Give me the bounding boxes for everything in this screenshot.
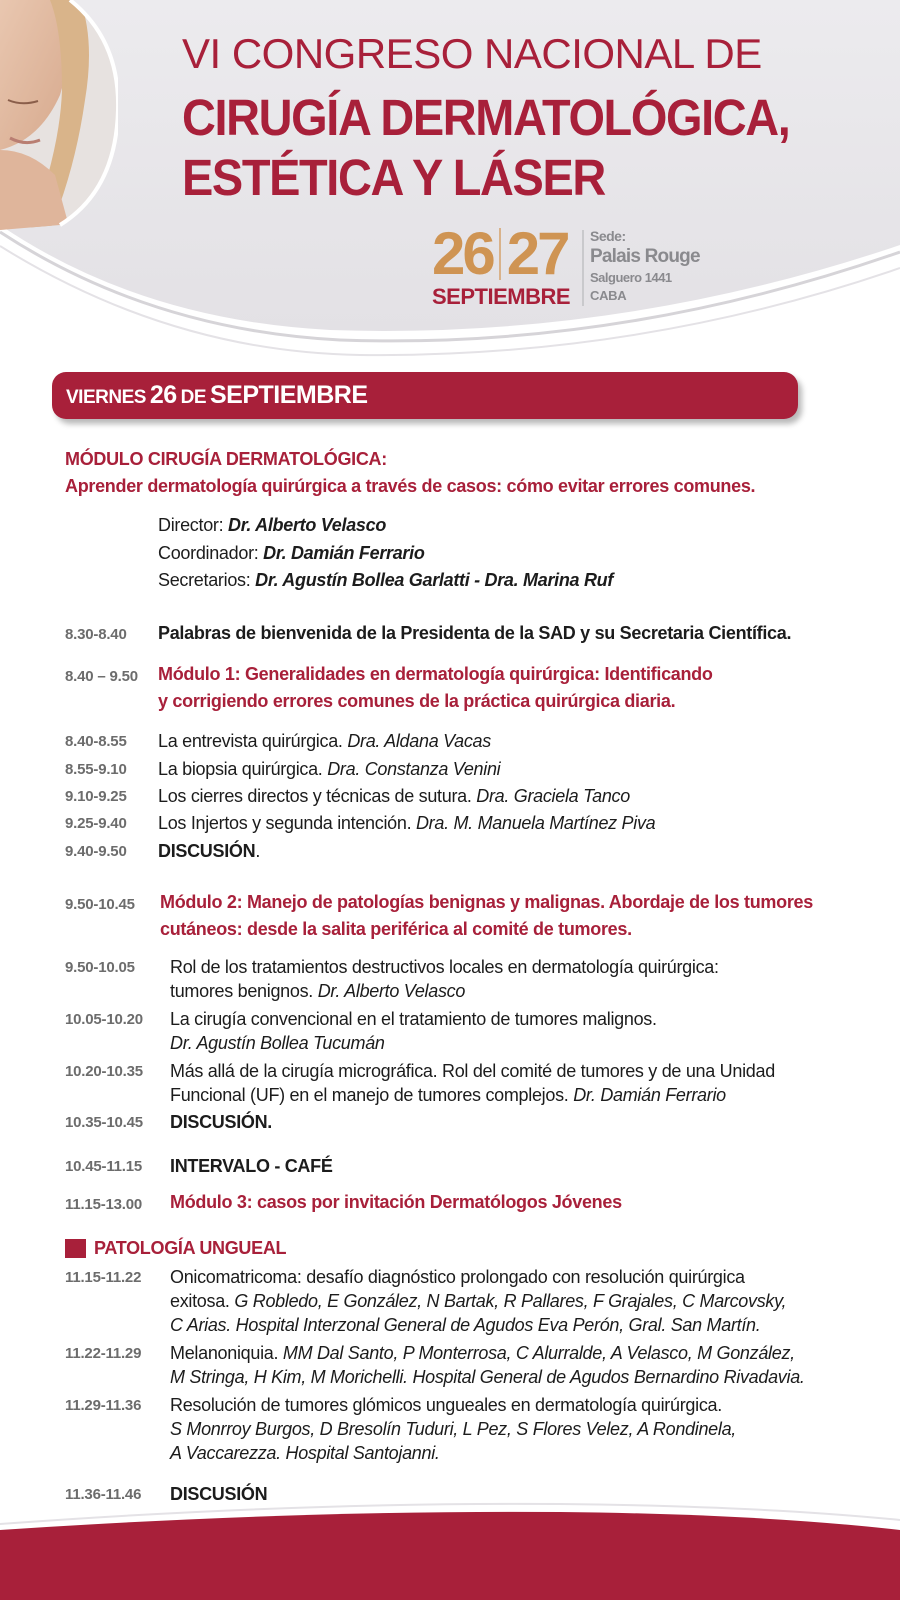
secretaries-names: Dr. Agustín Bollea Garlatti - Dra. Marina Ruf xyxy=(255,570,614,590)
title-line-1: VI CONGRESO NACIONAL DE xyxy=(182,30,762,77)
welcome-text: Palabras de bienvenida de la Presidenta de la SAD y su Secretaria Científica. xyxy=(158,623,792,643)
talk-title: Los Injertos y segunda intención. xyxy=(158,813,412,833)
case-time: 11.22-11.29 xyxy=(65,1345,142,1362)
case-line3 xyxy=(170,1441,440,1465)
talk-speaker: Dra. Aldana Vacas xyxy=(347,731,491,751)
talk-item xyxy=(158,784,630,808)
discussion-label: DISCUSIÓN. xyxy=(170,1112,273,1132)
talk-speaker: Dr. Alberto Velasco xyxy=(317,981,466,1001)
talk-speaker: Dra. Constanza Venini xyxy=(327,759,501,779)
coordinator-label: Coordinador: xyxy=(158,543,259,563)
break-label: INTERVALO - CAFÉ xyxy=(170,1156,333,1176)
day-end: 27 xyxy=(506,220,568,287)
module-subtitle: Aprender dermatología quirúrgica a través de casos: cómo evitar errores comunes. xyxy=(65,476,756,496)
day-month: SEPTIEMBRE xyxy=(210,381,368,409)
modulo1-time: 8.40 – 9.50 xyxy=(65,668,138,685)
modulo2-title-line1: Módulo 2: Manejo de patologías benignas y malignas. Abordaje de los tumores xyxy=(160,892,813,912)
day-prefix: VIERNES xyxy=(66,387,146,408)
discussion-item xyxy=(158,839,260,863)
coordinator-name: Dr. Damián Ferrario xyxy=(263,543,425,563)
case-time: 11.15-11.22 xyxy=(65,1269,142,1286)
venue-name: Palais Rouge xyxy=(590,246,700,267)
talk-time: 9.10-9.25 xyxy=(65,788,127,805)
discussion-time: 11.36-11.46 xyxy=(65,1486,142,1503)
modulo3-time: 11.15-13.00 xyxy=(65,1196,143,1213)
module-director xyxy=(158,515,386,536)
talk-title: La biopsia quirúrgica. xyxy=(158,759,323,779)
talk-title: tumores benignos. xyxy=(170,981,313,1001)
talk-item xyxy=(158,757,500,781)
event-month: SEPTIEMBRE xyxy=(432,284,571,309)
patologia-heading: PATOLOGÍA UNGUEAL xyxy=(94,1238,287,1258)
case-authors: G Robledo, E González, N Bartak, R Pallares, F Grajales, C Marcovsky, xyxy=(234,1291,787,1311)
day-start: 26 xyxy=(432,220,493,287)
discussion-suffix: . xyxy=(255,841,261,861)
event-header xyxy=(0,0,900,360)
talk-title: Los cierres directos y técnicas de sutura. xyxy=(158,786,472,806)
talk-time: 8.55-9.10 xyxy=(65,761,127,778)
case-authors: A Vaccarezza. Hospital Santojanni. xyxy=(170,1443,440,1463)
day-connector: DE xyxy=(180,387,207,408)
talk-title: Funcional (UF) en el manejo de tumores complejos. xyxy=(170,1085,569,1105)
day-number: 26 xyxy=(149,381,177,409)
module-coordinator xyxy=(158,543,425,564)
modulo1-title-line2: y corrigiendo errores comunes de la práctica quirúrgica diaria. xyxy=(158,691,676,711)
case-authors: S Monrroy Burgos, D Bresolín Tuduri, L Pez, S Flores Velez, A Rondinela, xyxy=(170,1419,736,1439)
venue-info xyxy=(590,228,700,303)
case-line2 xyxy=(170,1365,805,1389)
talk-speaker: Dra. M. Manuela Martínez Piva xyxy=(415,813,656,833)
woman-face-photo xyxy=(0,0,118,230)
case-line1: Onicomatricoma: desafío diagnóstico prolongado con resolución quirúrgica xyxy=(170,1267,745,1287)
venue-address: Salguero 1441 xyxy=(590,270,672,285)
footer-wave xyxy=(0,1490,900,1600)
case-authors: M Stringa, H Kim, M Morichelli. Hospital General de Agudos Bernardino Rivadavia. xyxy=(170,1367,805,1387)
case-line1: Resolución de tumores glómicos ungueales en dermatología quirúrgica. xyxy=(170,1395,722,1415)
venue-label: Sede: xyxy=(590,228,626,244)
talk-item xyxy=(158,811,655,835)
day-separator xyxy=(499,228,501,280)
case-authors: C Arias. Hospital Interzonal General de Agudos Eva Perón, Gral. San Martín. xyxy=(170,1315,761,1335)
module-name: MÓDULO CIRUGÍA DERMATOLÓGICA: xyxy=(65,449,387,469)
talk-speaker: Dra. Graciela Tanco xyxy=(476,786,630,806)
talk-time: 10.20-10.35 xyxy=(65,1063,143,1080)
discussion-time: 10.35-10.45 xyxy=(65,1114,143,1131)
title-line-2: CIRUGÍA DERMATOLÓGICA, xyxy=(182,89,790,146)
talk-title: La entrevista quirúrgica. xyxy=(158,731,343,751)
event-days xyxy=(432,222,568,286)
talk-speaker: Dr. Agustín Bollea Tucumán xyxy=(170,1033,385,1053)
director-label: Director: xyxy=(158,515,224,535)
talk-title-line1: Más allá de la cirugía micrográfica. Rol del comité de tumores y de una Unidad xyxy=(170,1061,775,1081)
talk-title-line2 xyxy=(170,1083,726,1107)
talk-title-line2 xyxy=(170,979,465,1003)
venue-divider xyxy=(582,230,584,306)
modulo1-title-line1: Módulo 1: Generalidades en dermatología quirúrgica: Identificando xyxy=(158,664,713,684)
secretaries-label: Secretarios: xyxy=(158,570,251,590)
discussion-time: 9.40-9.50 xyxy=(65,843,127,860)
modulo2-time: 9.50-10.45 xyxy=(65,896,135,913)
talk-item xyxy=(158,729,491,753)
talk-time: 9.50-10.05 xyxy=(65,959,135,976)
modulo2-title-line2: cutáneos: desde la salita periférica al comité de tumores. xyxy=(160,919,632,939)
modulo3-title: Módulo 3: casos por invitación Dermatólogos Jóvenes xyxy=(170,1192,622,1212)
case-line2 xyxy=(170,1289,786,1313)
talk-time: 10.05-10.20 xyxy=(65,1011,143,1028)
case-line1 xyxy=(170,1341,795,1365)
welcome-time: 8.30-8.40 xyxy=(65,626,127,643)
case-text: Melanoniquia. xyxy=(170,1343,279,1363)
talk-title-line1: La cirugía convencional en el tratamiento de tumores malignos. xyxy=(170,1009,657,1029)
case-authors: MM Dal Santo, P Monterrosa, C Alurralde, A Velasco, M González, xyxy=(282,1343,795,1363)
module-secretaries xyxy=(158,570,613,591)
day-banner xyxy=(52,372,798,419)
venue-city: CABA xyxy=(590,288,627,303)
talk-speaker: Dr. Damián Ferrario xyxy=(573,1085,726,1105)
section-marker-square xyxy=(65,1239,86,1258)
case-text: exitosa. xyxy=(170,1291,230,1311)
case-line3 xyxy=(170,1313,760,1337)
talk-speaker-line xyxy=(170,1031,385,1055)
case-time: 11.29-11.36 xyxy=(65,1397,142,1414)
director-name: Dr. Alberto Velasco xyxy=(228,515,387,535)
talk-title-line1: Rol de los tratamientos destructivos locales en dermatología quirúrgica: xyxy=(170,957,719,977)
break-time: 10.45-11.15 xyxy=(65,1158,143,1175)
discussion-label: DISCUSIÓN xyxy=(170,1484,268,1504)
case-line2 xyxy=(170,1417,736,1441)
title-line-3: ESTÉTICA Y LÁSER xyxy=(182,149,605,206)
talk-time: 9.25-9.40 xyxy=(65,815,127,832)
discussion-label: DISCUSIÓN xyxy=(158,841,256,861)
talk-time: 8.40-8.55 xyxy=(65,733,127,750)
